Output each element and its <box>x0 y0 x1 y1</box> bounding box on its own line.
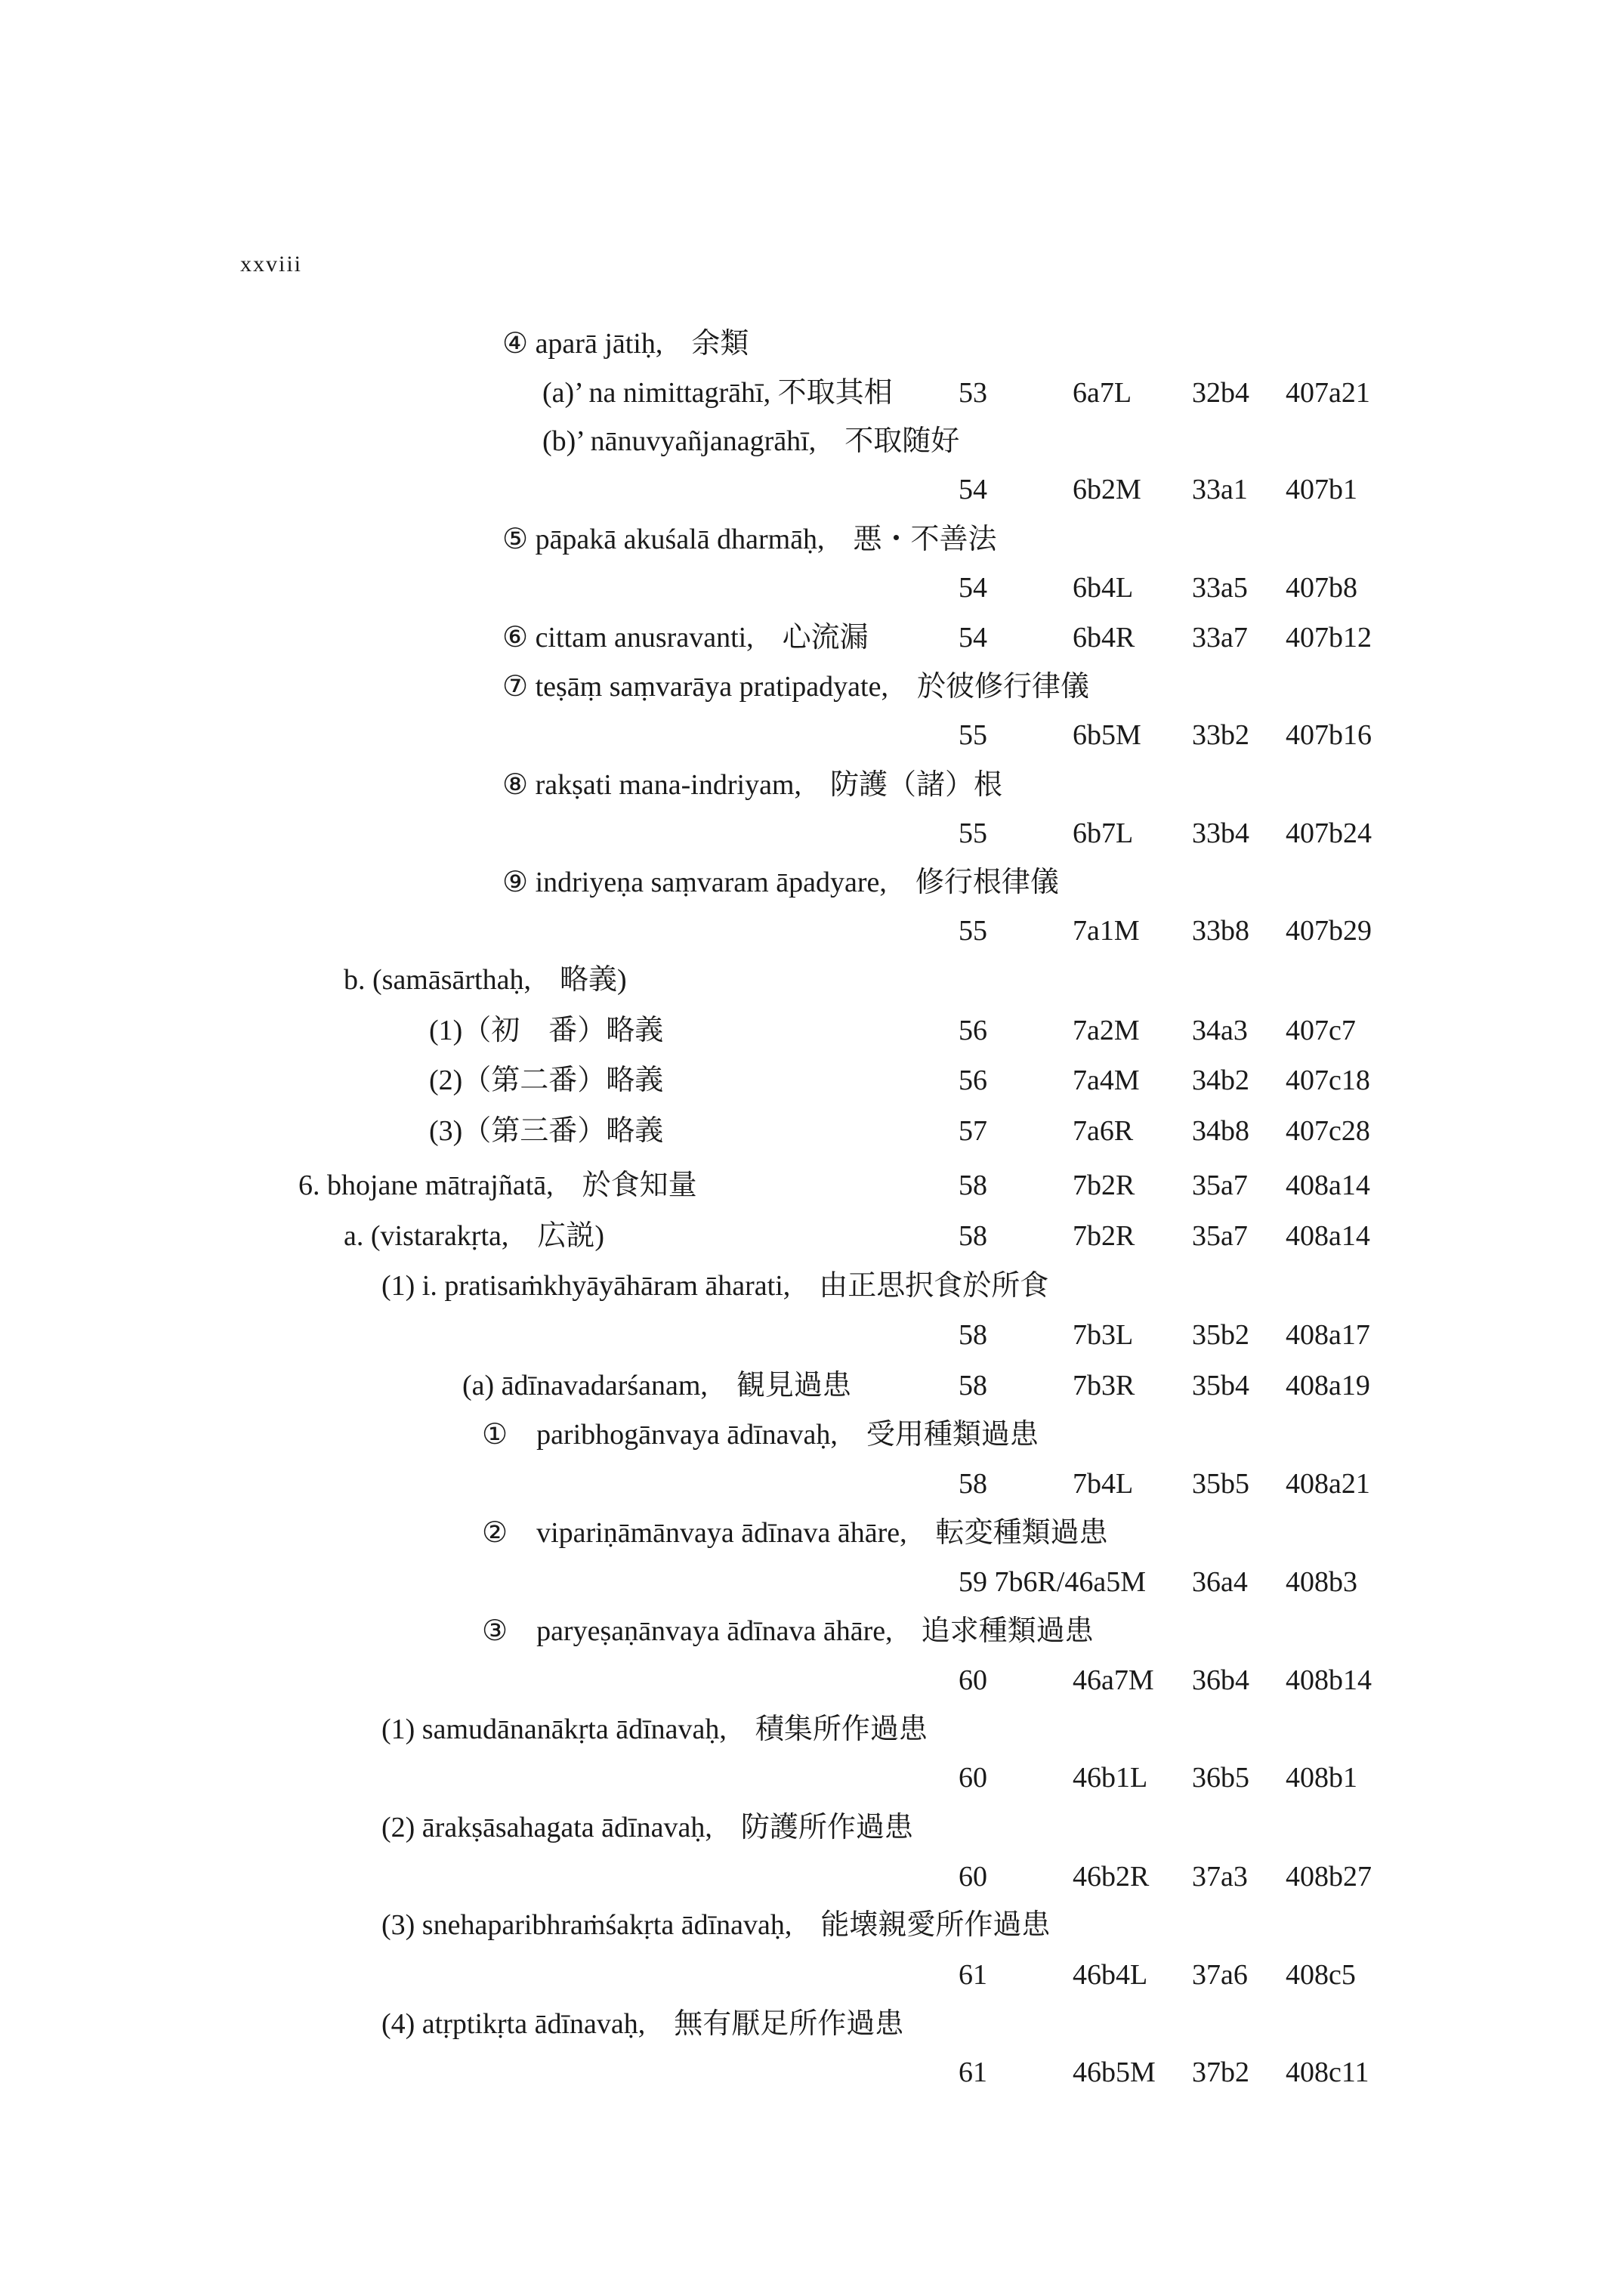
index-row <box>0 617 1624 658</box>
taisho-ref: 407b24 <box>1286 817 1372 849</box>
ms-ref: 46a7M <box>1073 1664 1154 1696</box>
text-ref: 35b4 <box>1192 1370 1249 1401</box>
text-ref: 36b5 <box>1192 1762 1249 1794</box>
text-ref: 35b2 <box>1192 1319 1249 1351</box>
text-ref: 36a4 <box>1192 1566 1248 1598</box>
index-row <box>0 1463 1624 1504</box>
entry-label: (a)’ na nimittagrāhī, 不取其相 <box>542 377 893 409</box>
index-row <box>0 1905 1624 1945</box>
index-row <box>0 1955 1624 1995</box>
taisho-ref: 408a14 <box>1286 1170 1370 1201</box>
text-ref: 36b4 <box>1192 1664 1249 1696</box>
index-row <box>0 1660 1624 1701</box>
taisho-ref: 408a21 <box>1286 1468 1370 1500</box>
entry-label: (3)（第三番）略義 <box>429 1115 664 1147</box>
index-row <box>0 421 1624 462</box>
taisho-ref: 407c28 <box>1286 1115 1370 1147</box>
ms-ref: 6b2M <box>1073 474 1141 505</box>
entry-label: ② vipariṇāmānvaya ādīnava āhāre, 転変種類過患 <box>482 1517 1108 1549</box>
ms-ref: 46b2R <box>1073 1861 1150 1893</box>
ms-ref: 46b5M <box>1073 2057 1156 2088</box>
index-row <box>0 372 1624 413</box>
index-row <box>0 1060 1624 1101</box>
page-ref: 58 <box>959 1468 987 1500</box>
entry-label: (b)’ nānuvyañjanagrāhī, 不取随好 <box>542 425 960 457</box>
page-ref: 56 <box>959 1015 987 1046</box>
taisho-ref: 407c18 <box>1286 1065 1370 1096</box>
ms-ref: 7b2R <box>1073 1220 1135 1252</box>
entry-label: (2) ārakṣāsahagata ādīnavaḥ, 防護所作過患 <box>381 1812 913 1843</box>
entry-label: (2)（第二番）略義 <box>429 1065 664 1096</box>
entry-label: (1) i. pratisaṁkhyāyāhāram āharati, 由正思択食於所食 <box>381 1270 1049 1302</box>
index-row <box>0 519 1624 560</box>
ms-ref: 7b3R <box>1073 1370 1135 1401</box>
index-row <box>0 1365 1624 1406</box>
taisho-ref: 408b27 <box>1286 1861 1372 1893</box>
index-row <box>0 765 1624 805</box>
text-ref: 33a1 <box>1192 474 1248 505</box>
index-row <box>0 469 1624 510</box>
taisho-ref: 407c7 <box>1286 1015 1356 1046</box>
index-row <box>0 1010 1624 1051</box>
ms-ref: 7b4L <box>1073 1468 1134 1500</box>
page-ref: 54 <box>959 474 987 505</box>
index-row <box>0 862 1624 903</box>
text-ref: 34b8 <box>1192 1115 1249 1147</box>
page-ref: 58 <box>959 1319 987 1351</box>
index-row <box>0 1807 1624 1848</box>
index-row <box>0 567 1624 608</box>
index-row <box>0 1216 1624 1256</box>
entry-label: ⑤ pāpakā akuśalā dharmāḥ, 悪・不善法 <box>502 524 997 555</box>
index-row <box>0 1611 1624 1652</box>
index-row <box>0 910 1624 951</box>
page-ref: 55 <box>959 817 987 849</box>
text-ref: 34b2 <box>1192 1065 1249 1096</box>
taisho-ref: 408a17 <box>1286 1319 1370 1351</box>
entry-label: ① paribhogānvaya ādīnavaḥ, 受用種類過患 <box>482 1419 1039 1451</box>
entry-label: a. (vistarakṛta, 広説) <box>344 1220 605 1252</box>
page-ref: 55 <box>959 719 987 751</box>
index-row <box>0 1562 1624 1602</box>
ms-ref: 7a4M <box>1073 1065 1140 1096</box>
page-number: xxviii <box>240 252 303 277</box>
entry-label: ⑧ rakṣati mana-indriyam, 防護（諸）根 <box>502 769 1002 801</box>
text-ref: 37a6 <box>1192 1959 1248 1991</box>
entry-label: (1) samudānanākṛta ādīnavaḥ, 積集所作過患 <box>381 1714 928 1745</box>
text-ref: 37a3 <box>1192 1861 1248 1893</box>
ms-ref: 6b7L <box>1073 817 1134 849</box>
entry-label: ⑦ teṣāṃ saṃvarāya pratipadyate, 於彼修行律儀 <box>502 671 1089 703</box>
taisho-ref: 408a14 <box>1286 1220 1370 1252</box>
page-ref: 58 <box>959 1220 987 1252</box>
text-ref: 33b8 <box>1192 915 1249 947</box>
ms-ref: 7a6R <box>1073 1115 1134 1147</box>
index-row <box>0 959 1624 1000</box>
entry-label: (1)（初 番）略義 <box>429 1015 664 1046</box>
ms-ref: 7a1M <box>1073 915 1140 947</box>
ms-ref: 46b1L <box>1073 1762 1148 1794</box>
index-row <box>0 1165 1624 1206</box>
entry-label: ⑨ indriyeṇa saṃvaram āpadyare, 修行根律儀 <box>502 867 1059 898</box>
text-ref: 33a5 <box>1192 572 1248 604</box>
text-ref: 35b5 <box>1192 1468 1249 1500</box>
index-row <box>0 813 1624 854</box>
ms-ref: 7b2R <box>1073 1170 1135 1201</box>
taisho-ref: 408b3 <box>1286 1566 1357 1598</box>
entry-label: (3) snehaparibhraṁśakṛta ādīnavaḥ, 能壊親愛所作過患 <box>381 1909 1051 1941</box>
taisho-ref: 408c11 <box>1286 2057 1369 2088</box>
index-row <box>0 1856 1624 1897</box>
entry-label: (4) atṛptikṛta ādīnavaḥ, 無有厭足所作過患 <box>381 2008 904 2040</box>
taisho-ref: 407b12 <box>1286 622 1372 654</box>
text-ref: 33b4 <box>1192 817 1249 849</box>
index-row <box>0 1414 1624 1455</box>
index-row <box>0 323 1624 364</box>
entry-label: ⑥ cittam anusravanti, 心流漏 <box>502 622 869 654</box>
ms-ref: 7a2M <box>1073 1015 1140 1046</box>
page-ref: 57 <box>959 1115 987 1147</box>
page-ref: 54 <box>959 572 987 604</box>
index-row <box>0 715 1624 756</box>
taisho-ref: 408b1 <box>1286 1762 1357 1794</box>
page-ref: 54 <box>959 622 987 654</box>
text-ref: 32b4 <box>1192 377 1249 409</box>
entry-label: ④ aparā jātiḥ, 余類 <box>502 328 749 360</box>
text-ref: 33b2 <box>1192 719 1249 751</box>
taisho-ref: 407b29 <box>1286 915 1372 947</box>
page-ref: 60 <box>959 1664 987 1696</box>
taisho-ref: 408b14 <box>1286 1664 1372 1696</box>
page-ref: 53 <box>959 377 987 409</box>
page-ref: 61 <box>959 2057 987 2088</box>
page-ref: 58 <box>959 1370 987 1401</box>
taisho-ref: 407a21 <box>1286 377 1370 409</box>
page-ref: 61 <box>959 1959 987 1991</box>
ms-ref: 6b4R <box>1073 622 1135 654</box>
text-ref: 35a7 <box>1192 1170 1248 1201</box>
index-row <box>0 1315 1624 1355</box>
entry-label: b. (samāsārthaḥ, 略義) <box>344 964 627 996</box>
ms-ref: 6a7L <box>1073 377 1132 409</box>
taisho-ref: 408a19 <box>1286 1370 1370 1401</box>
page-ref: 60 <box>959 1861 987 1893</box>
text-ref: 35a7 <box>1192 1220 1248 1252</box>
index-row <box>0 1513 1624 1553</box>
ms-ref: 6b5M <box>1073 719 1141 751</box>
text-ref: 37b2 <box>1192 2057 1249 2088</box>
page-ms-ref: 59 7b6R/46a5M <box>959 1566 1147 1598</box>
entry-label: ③ paryeṣaṇānvaya ādīnava āhāre, 追求種類過患 <box>482 1615 1094 1647</box>
index-row <box>0 1709 1624 1750</box>
entry-label: 6. bhojane mātrajñatā, 於食知量 <box>298 1170 697 1201</box>
page-ref: 58 <box>959 1170 987 1201</box>
page-ref: 56 <box>959 1065 987 1096</box>
taisho-ref: 407b8 <box>1286 572 1357 604</box>
ms-ref: 46b4L <box>1073 1959 1148 1991</box>
index-row <box>0 1265 1624 1306</box>
index-row <box>0 2052 1624 2093</box>
entry-label: (a) ādīnavadarśanam, 観見過患 <box>462 1370 851 1401</box>
text-ref: 33a7 <box>1192 622 1248 654</box>
index-row <box>0 1111 1624 1151</box>
text-ref: 34a3 <box>1192 1015 1248 1046</box>
page-ref: 55 <box>959 915 987 947</box>
ms-ref: 6b4L <box>1073 572 1134 604</box>
taisho-ref: 408c5 <box>1286 1959 1356 1991</box>
ms-ref: 7b3L <box>1073 1319 1134 1351</box>
index-row <box>0 1757 1624 1798</box>
taisho-ref: 407b1 <box>1286 474 1357 505</box>
index-row <box>0 2004 1624 2044</box>
page-ref: 60 <box>959 1762 987 1794</box>
index-row <box>0 666 1624 707</box>
taisho-ref: 407b16 <box>1286 719 1372 751</box>
